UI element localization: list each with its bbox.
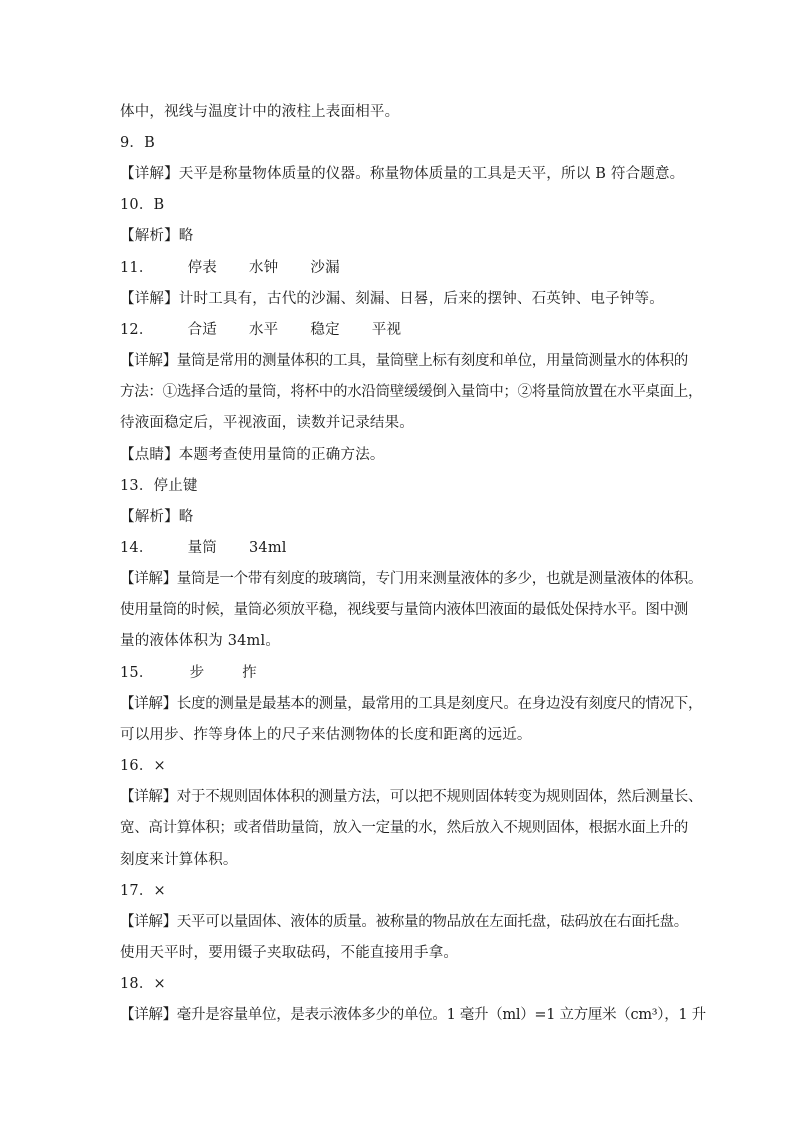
- answer-blank: 量筒: [187, 540, 217, 556]
- text-line: 量的液体体积为 34ml。: [120, 633, 281, 649]
- question-number: 15．: [120, 665, 154, 681]
- answer-blank: 稳定: [310, 322, 340, 338]
- text-line: 可以用步、拃等身体上的尺子来估测物体的长度和距离的远近。: [120, 727, 532, 743]
- answer-q10: 10．B: [120, 197, 165, 213]
- answer-q12: [120, 320, 401, 340]
- answer-q9: 9．B: [120, 135, 155, 151]
- answer-q11: [120, 258, 340, 278]
- text-line: 待液面稳定后，平视液面，读数并记录结果。: [120, 415, 414, 431]
- answer-blank: 拃: [242, 665, 257, 681]
- explanation-q11: 【详解】计时工具有，古代的沙漏、刻漏、日晷，后来的摆钟、石英钟、电子钟等。: [120, 291, 664, 307]
- text-line: 使用天平时，要用镊子夹取砝码，不能直接用手拿。: [120, 945, 459, 961]
- answer-blank: 停表: [187, 260, 217, 276]
- text-line: 使用量筒的时候，量筒必须放平稳，视线要与量筒内液体凹液面的最低处保持水平。图中测: [120, 602, 688, 618]
- answer-blank: 34ml: [248, 540, 287, 556]
- text-line: 方法：①选择合适的量筒，将杯中的水沿筒壁缓缓倒入量筒中；②将量筒放置在水平桌面上，: [120, 384, 703, 400]
- comment-q12: 【点睛】本题考查使用量筒的正确方法。: [120, 447, 385, 463]
- question-number: 14．: [120, 540, 154, 556]
- explanation-q15: 【详解】长度的测量是最基本的测量，最常用的工具是刻度尺。在身边没有刻度尺的情况下，: [120, 696, 703, 712]
- question-number: 11．: [120, 260, 154, 276]
- answer-q13: 13．停止键: [120, 478, 198, 494]
- answer-blank: 步: [189, 665, 205, 681]
- text-line: 体中，视线与温度计中的液柱上表面相平。: [120, 104, 400, 120]
- answer-blank: 合适: [187, 322, 217, 338]
- explanation-q9: 【详解】天平是称量物体质量的仪器。称量物体质量的工具是天平，所以 B 符合题意。: [120, 166, 685, 182]
- analysis-q10: 【解析】略: [120, 228, 194, 244]
- answer-blank: 水钟: [248, 260, 279, 276]
- explanation-q18: 【详解】毫升是容量单位，是表示液体多少的单位。1 毫升（ml）=1 立方厘米（cm³），1 升: [120, 1007, 706, 1023]
- analysis-q13: 【解析】略: [120, 509, 194, 525]
- answer-q17: 17．×: [120, 883, 166, 899]
- answer-blank: 水平: [248, 322, 279, 338]
- question-number: 12．: [120, 322, 154, 338]
- explanation-q16: 【详解】对于不规则固体体积的测量方法，可以把不规则固体转变为规则固体，然后测量长、: [120, 789, 703, 805]
- text-line: 刻度来计算体积。: [120, 852, 238, 868]
- answer-blank: 沙漏: [310, 260, 340, 276]
- answer-q18: 18．×: [120, 976, 166, 992]
- answer-q16: 16．×: [120, 758, 166, 774]
- answer-blank: 平视: [371, 322, 402, 338]
- explanation-q14: 【详解】量筒是一个带有刻度的玻璃筒，专门用来测量液体的多少，也就是测量液体的体积。: [120, 571, 703, 587]
- answer-q14: [120, 538, 287, 558]
- explanation-q17: 【详解】天平可以量固体、液体的质量。被称量的物品放在左面托盘，砝码放在右面托盘。: [120, 914, 688, 930]
- text-line: 宽、高计算体积；或者借助量筒，放入一定量的水，然后放入不规则固体，根据水面上升的: [120, 820, 688, 836]
- explanation-q12: 【详解】量筒是常用的测量体积的工具，量筒壁上标有刻度和单位，用量筒测量水的体积的: [120, 353, 688, 369]
- answer-q15: [120, 663, 257, 683]
